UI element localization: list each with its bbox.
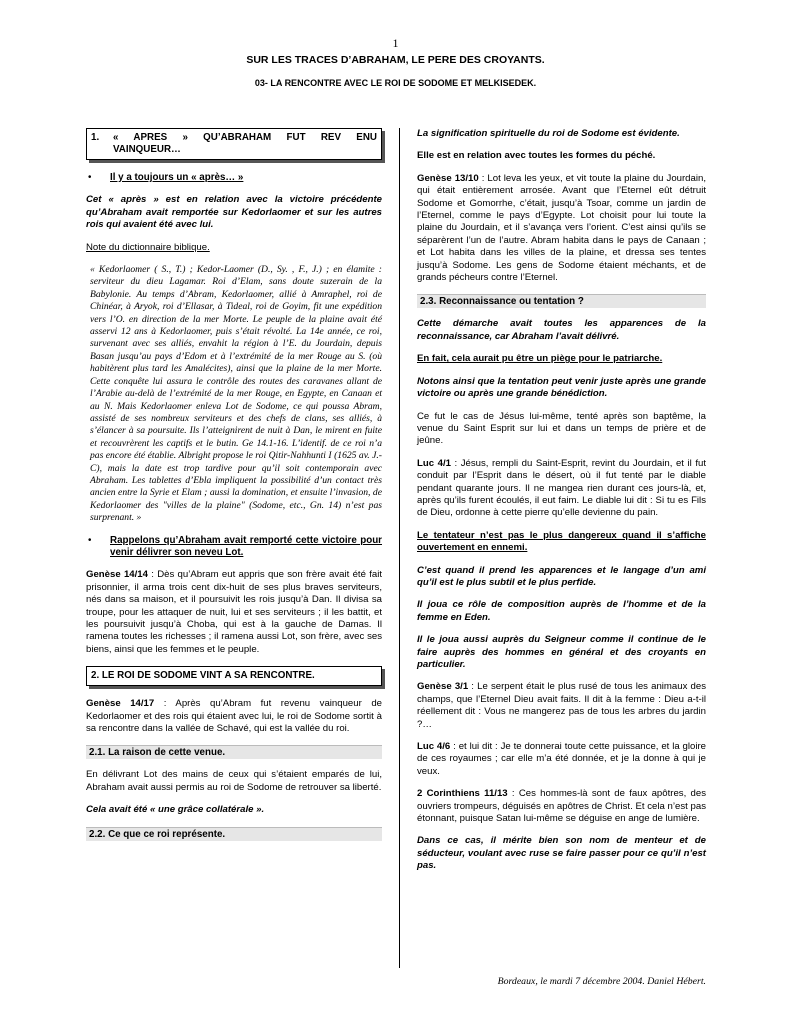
scripture-ref: Genèse 14/14 xyxy=(86,569,148,581)
paragraph-demarche: Cette démarche avait toutes les apparences de la reconnaissance, car Abraham l’avait délivré. xyxy=(417,318,706,342)
subsection-2-2-heading: 2.2. Ce que ce roi représente. xyxy=(86,827,382,841)
section-2-heading-box: 2. LE ROI DE SODOME VINT A SA RENCONTRE. xyxy=(86,666,382,686)
document-title: SUR LES TRACES D’ABRAHAM, LE PERE DES CROYANTS. xyxy=(246,54,545,66)
scripture-ref: Luc 4/6 xyxy=(417,741,451,753)
subsection-2-1-heading: 2.1. La raison de cette venue. xyxy=(86,745,382,759)
scripture-ref: Genèse 14/17 xyxy=(86,698,155,710)
paragraph-role: Il joua ce rôle de composition auprès de l’homme et de la femme en Eden. xyxy=(417,599,706,623)
paragraph-jesus: Ce fut le cas de Jésus lui-même, tenté après son baptême, la venue du Saint Esprit sur lui et dans un temps de prière et de jeûne. xyxy=(417,410,706,447)
scripture-2-corinthiens-11-13 xyxy=(417,788,706,825)
paragraph-delivrant: En délivrant Lot des mains de ceux qui s’étaient emparés de lui, Abraham avait aussi permis au roi de Sodome de retrouver sa liberté. xyxy=(86,769,382,793)
paragraph-aupres: Il le joua aussi auprès du Seigneur comme il continue de le faire auprès des hommes en général et des croyants en particulier. xyxy=(417,634,706,670)
bullet-item xyxy=(86,172,382,184)
bullet-icon: • xyxy=(88,534,92,546)
bullet-text: Il y a toujours un « après… » xyxy=(110,172,244,183)
section-1-heading-line1: « APRES » QU’ABRAHAM FUT REV ENU xyxy=(113,132,377,143)
bullet-item xyxy=(86,535,382,560)
footer-signature: Bordeaux, le mardi 7 décembre 2004. Daniel Hébert. xyxy=(497,976,706,987)
scripture-text: : Le serpent était le plus rusé de tous les animaux des champs, que l’Eternel Dieu avait faits. Il dit à la femme : Dieu a-t-il réellement dit : Vous ne mangerez pas de tous les arbres du jardin ?… xyxy=(417,681,706,730)
scripture-text: : Après qu’Abram fut revenu vainqueur de Kedorlaomer et des rois qui étaient avec lui, le roi de Sodome sortit à sa rencontre dans la vallée de Schavé, qui est la vallée du roi. xyxy=(86,698,382,735)
scripture-genese-3-1 xyxy=(417,681,706,731)
left-column xyxy=(86,128,382,851)
scripture-genese-13-10 xyxy=(417,173,706,285)
scripture-text: : Ces hommes-là sont de faux apôtres, des ouvriers trompeurs, déguisés en apôtres de Christ. Et cela n’est pas étonnant, puisque Satan lui-même se déguise en ange de lumière. xyxy=(417,788,706,825)
paragraph-grace-collaterale: Cela avait été « une grâce collatérale ». xyxy=(86,804,265,816)
scripture-genese-14-17 xyxy=(86,698,382,735)
scripture-ref: Luc 4/1 xyxy=(417,457,451,469)
scripture-ref: Genèse 3/1 xyxy=(417,681,469,693)
paragraph-cest-quand: C’est quand il prend les apparences et le langage d’un ami qu’il est le plus subtil et le plus perfide. xyxy=(417,564,706,588)
section-1-number: 1. xyxy=(91,132,100,143)
right-column xyxy=(417,128,706,883)
bullet-text: Rappelons qu’Abraham avait remporté cette victoire pour venir délivrer son neveu Lot. xyxy=(110,534,382,558)
column-divider xyxy=(399,128,400,968)
paragraph-dans-ce-cas: Dans ce cas, il mérite bien son nom de menteur et de séducteur, voulant avec ruse se faire passer pour ce qu’il n’est pas. xyxy=(417,835,706,872)
dictionary-quote: « Kedorlaomer ( S., T.) ; Kedor-Laomer (D., Sy. , F., J.) ; en élamite : serviteur du dieu Lagamar. Roi d’Elam, sans doute suzerain de la Babylonie. Au temps d’Abram, Kedorlaomer, allié à Amraphel, roi de Chinéar, à Aryok, roi d’Ellasar, à Tideal, roi de Goyim, fit une expédition vers l’O. en direction de la mer Morte. Le peuple de la plaine avait été asservi 12 ans à Kedorlaomer, puis s’était révolté. La 14e année, ce roi, survenant avec ses alliés, envahit la région à l’E. du Jourdain, depuis Basan jusqu’au pays d’Edom et à l’extrémité de la mer Rouge au S. (où habitèrent plus tard les Amalécites), ainsi que la plaine de la mer Morte. Cette conquête lui assura le contrôle des routes des caravanes allant de l’Arabie au-delà de l’extrémité de la mer Rouge, en Egypte, en Canaan et au N. Mais Kedorlaomer enleva Lot de Sodome, ce qui poussa Abram, assisté de ses nombreux serviteurs et des chefs de clans, ses alliés, à s’élancer à sa poursuite. Ils l’atteignirent de nuit à Dan, le mirent en fuite et recouvrèrent les captifs et le butin. Ge 14.1-16. L’identif. de ce roi n’a pas encore été établie. Albright propose le roi Qitir-Nahhunti I (1625 av. J.- C), mais la date est trop tardive pour qu’il soit contemporain avec Abraham. Les tablettes d’Ebla impliquent la possibilité d’un contact très ancien entre la Syrie et Elam ; aussi la domination, et ensuite l’invasion, de Kedorlaomer des "villes de la plaine" (Sodome, etc., Gn. 14) n’est pas surprenant. » xyxy=(90,264,382,524)
scripture-text: : Lot leva les yeux, et vit toute la plaine du Jourdain, qui était entièrement arrosée. Avant que l’Eternel eût détruit Sodome et Gomorrhe, c’était, jusqu’à Tsoar, comme un jardin de l’Eternel, comme le pays d’Egypte. Lot choisit pour lui toute la plaine du Jourdain, et il s’avança vers l’orient. C’est ainsi qu’ils se séparèrent l’un de l’autre. Abram habita dans le pays de Canaan ; et Lot habita dans les villes de la plaine, et dressa ses tentes jusqu’à Sodome. Les gens de Sodome étaient méchants, et de grands pécheurs contre l’Eternel. xyxy=(417,172,706,284)
paragraph-tentateur: Le tentateur n’est pas le plus dangereux quand il s’affiche ouvertement en ennemi. xyxy=(417,529,706,554)
bullet-icon: • xyxy=(88,172,92,183)
paragraph-piege: En fait, cela aurait pu être un piège pour le patriarche. xyxy=(417,353,663,365)
scripture-ref: 2 Corinthiens 11/13 xyxy=(417,788,508,800)
scripture-text: : et lui dit : Je te donnerai toute cette puissance, et la gloire de ces royaumes ; car elle m’a été donnée, et je la donne à qui je veux. xyxy=(417,741,706,777)
scripture-text: : Jésus, rempli du Saint-Esprit, revint du Jourdain, et il fut conduit par l’Esprit dans le désert, où il fut tenté par le diable pendant quarante jours. Il ne mangea rien durant ces jours-là, et, après qu’ils furent écoulés, il eut faim. Le diable lui dit : Si tu es Fils de Dieu, ordonne à cette pierre qu’elle devienne du pain. xyxy=(417,457,706,519)
scripture-text: : Dès qu’Abram eut appris que son frère avait été fait prisonnier, il arma trois cent dix-huit de ses plus braves serviteurs, nés dans sa maison, et il poursuivit les rois jusqu’à Dan. Il divisa sa troupe, pour les attaquer de nuit, lui et ses serviteurs ; il les battit, et les poursuivit jusqu’à Choba, qui est à la gauche de Damas. Il ramena toutes les richesses ; il ramena aussi Lot, son frère, avec ses biens, ainsi que les femmes et le peuple. xyxy=(86,569,382,655)
paragraph-signification: La signification spirituelle du roi de Sodome est évidente. xyxy=(417,128,680,139)
scripture-genese-14-14 xyxy=(86,569,382,656)
paragraph-relation: Elle est en relation avec toutes les formes du péché. xyxy=(417,150,656,162)
section-1-heading-box xyxy=(86,128,382,160)
scripture-luc-4-1 xyxy=(417,458,706,520)
paragraph-cet-apres: Cet « après » est en relation avec la victoire précédente qu’Abraham avait remportée sur Kedorlaomer et sur les autres rois qui avaient été avec lui. xyxy=(86,194,382,231)
subsection-2-3-heading: 2.3. Reconnaissance ou tentation ? xyxy=(417,294,706,308)
paragraph-notons: Notons ainsi que la tentation peut venir juste après une grande victoire ou après une grande bénédiction. xyxy=(417,375,706,400)
scripture-luc-4-6 xyxy=(417,741,706,778)
document-subtitle: 03- LA RENCONTRE AVEC LE ROI DE SODOME ET MELKISEDEK. xyxy=(254,78,537,88)
page-number: 1 xyxy=(392,36,399,50)
section-1-heading-line2: VAINQUEUR… xyxy=(113,144,181,155)
note-title: Note du dictionnaire biblique. xyxy=(86,241,210,253)
scripture-ref: Genèse 13/10 xyxy=(417,172,479,184)
